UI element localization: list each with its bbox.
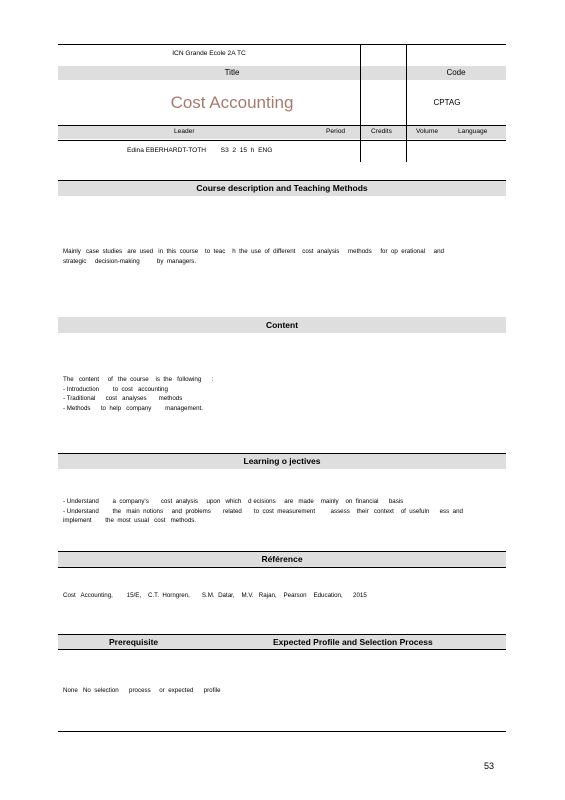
leader-label: Leader <box>174 128 195 135</box>
content-title: Content <box>265 320 299 330</box>
language-label: Language <box>458 128 488 135</box>
description-title: Course description and Teaching Methods <box>196 183 368 193</box>
header-label-rule <box>58 140 506 141</box>
objectives-title: Learning o jectives <box>243 456 321 466</box>
prerequisite-bottom-rule <box>58 649 506 650</box>
description-text: Mainly case studies are used in this course to teac h the use of different cost analysis methods for op erational and strategic decision-making by managers. <box>63 248 444 265</box>
header-top-rule <box>58 44 506 45</box>
period-label: Period <box>326 128 346 135</box>
course-code: CPTAG <box>433 98 461 107</box>
volume-label: Volume <box>416 128 438 135</box>
leader-details: Edina EBERHARDT-TOTH S3 2 15 h ENG <box>127 147 273 154</box>
reference-title: Référence <box>261 554 303 564</box>
expected-profile-title: Expected Profile and Selection Process <box>273 637 433 647</box>
reference-bottom-rule <box>58 567 506 568</box>
title-label: Title <box>224 68 240 77</box>
prerequisite-title: Prerequisite <box>109 637 159 647</box>
page-bottom-rule <box>58 731 506 732</box>
credits-label: Credits <box>371 128 392 135</box>
prerequisite-text: None No selection process or expected profile <box>63 687 221 694</box>
header-mid-rule <box>58 125 506 126</box>
description-top-rule <box>58 180 506 181</box>
prerequisite-top-rule <box>58 634 506 635</box>
content-text: The content of the course is the following : - Introduction to cost accounting - Traditional cost analyses methods - Methods to help company management. <box>63 376 214 412</box>
school-name: ICN Grande Ecole 2A TC <box>172 50 246 57</box>
code-label: Code <box>446 68 466 77</box>
objectives-text: - Understand a company's cost analysis upon which d ecisions are made mainly on financial basis - Understand the main notions and problems related to cost measurement assess their context of usefuln ess and implement the most usual cost methods. <box>63 498 463 524</box>
reference-top-rule <box>58 551 506 552</box>
course-title: Cost Accounting <box>170 93 294 112</box>
labels-band <box>58 125 506 139</box>
page-number: 53 <box>484 761 495 771</box>
reference-text: Cost Accounting, 15/E, C.T. Horngren, S.M. Datar, M.V. Rajan, Pearson Education, 2015 <box>63 592 367 599</box>
objectives-top-rule <box>58 453 506 454</box>
